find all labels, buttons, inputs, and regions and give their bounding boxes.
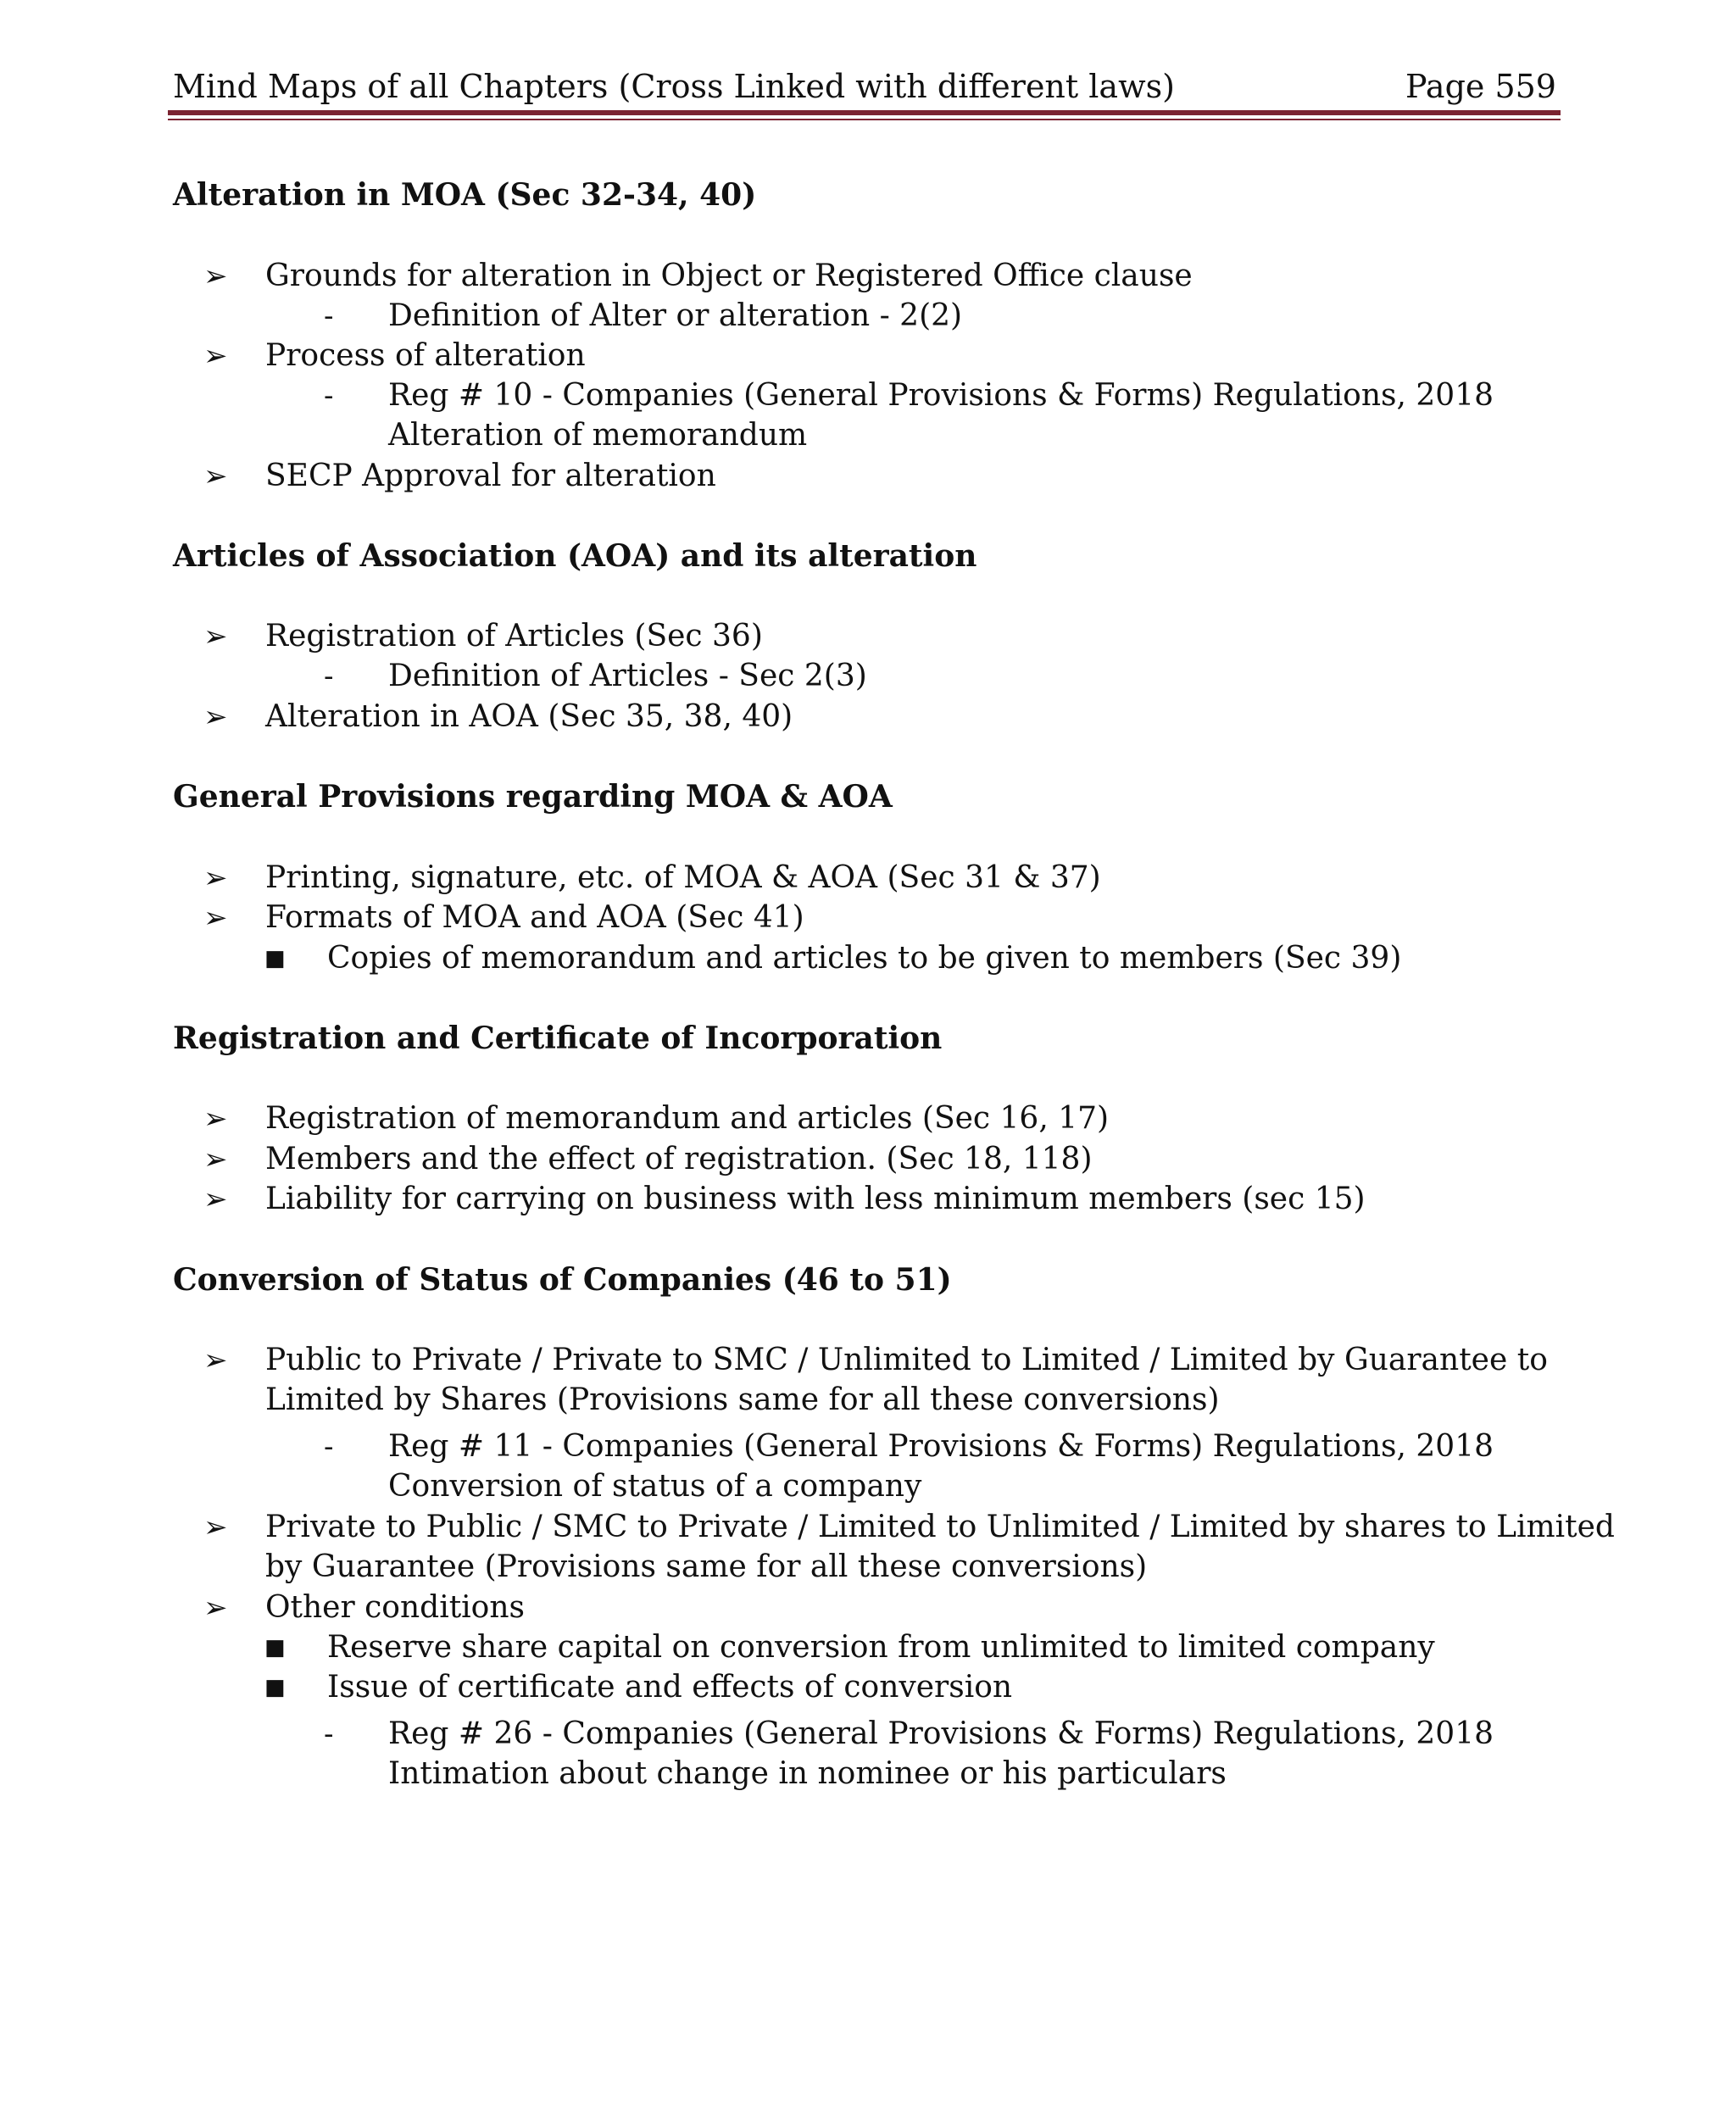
dash-bullet-icon: - <box>324 1717 334 1751</box>
section-heading: Alteration in MOA (Sec 32-34, 40) <box>173 177 757 213</box>
section-heading: Registration and Certificate of Incorporation <box>173 1021 943 1056</box>
page-number: Page 559 <box>1405 68 1556 105</box>
sub-item: Reg # 11 - Companies (General Provisions & Forms) Regulations, 2018 <box>388 1429 1494 1464</box>
arrow-bullet-icon: ➢ <box>203 1343 228 1377</box>
list-item: Public to Private / Private to SMC / Unlimited to Limited / Limited by Guarantee to <box>265 1343 1548 1377</box>
list-item: Process of alteration <box>265 338 586 373</box>
dash-bullet-icon: - <box>324 1430 334 1464</box>
document-title: Mind Maps of all Chapters (Cross Linked with different laws) <box>173 68 1175 105</box>
arrow-bullet-icon: ➢ <box>203 1182 228 1216</box>
sub-item: Copies of memorandum and articles to be given to members (Sec 39) <box>327 941 1402 976</box>
sub-item: Reserve share capital on conversion from unlimited to limited company <box>327 1630 1435 1665</box>
arrow-bullet-icon: ➢ <box>203 620 228 654</box>
list-item: Formats of MOA and AOA (Sec 41) <box>265 900 804 935</box>
list-item: Registration of Articles (Sec 36) <box>265 619 763 654</box>
sub-item: Intimation about change in nominee or his particulars <box>388 1756 1227 1791</box>
arrow-bullet-icon: ➢ <box>203 700 228 734</box>
page-header <box>173 63 1556 110</box>
sub-item: Alteration of memorandum <box>388 418 808 453</box>
list-item-continuation: Limited by Shares (Provisions same for all these conversions) <box>265 1382 1220 1417</box>
arrow-bullet-icon: ➢ <box>203 901 228 935</box>
sub-item: Issue of certificate and effects of conversion <box>327 1670 1013 1705</box>
list-item: Other conditions <box>265 1590 526 1625</box>
square-bullet-icon: ■ <box>264 1675 286 1700</box>
list-item: Private to Public / SMC to Private / Limited to Unlimited / Limited by shares to Limited <box>265 1510 1615 1544</box>
arrow-bullet-icon: ➢ <box>203 259 228 293</box>
sub-item: Reg # 26 - Companies (General Provisions & Forms) Regulations, 2018 <box>388 1716 1494 1751</box>
list-item: SECP Approval for alteration <box>265 459 716 493</box>
sub-item: Conversion of status of a company <box>388 1469 922 1504</box>
header-rule <box>168 110 1561 115</box>
arrow-bullet-icon: ➢ <box>203 339 228 373</box>
arrow-bullet-icon: ➢ <box>203 1510 228 1544</box>
sub-item: Definition of Alter or alteration - 2(2) <box>388 298 963 333</box>
square-bullet-icon: ■ <box>264 1635 286 1660</box>
header-rule-thin <box>168 119 1561 120</box>
arrow-bullet-icon: ➢ <box>203 1143 228 1176</box>
list-item: Liability for carrying on business with less minimum members (sec 15) <box>265 1182 1366 1216</box>
list-item: Alteration in AOA (Sec 35, 38, 40) <box>265 699 793 734</box>
list-item: Grounds for alteration in Object or Registered Office clause <box>265 259 1193 293</box>
list-item: Members and the effect of registration. (Sec 18, 118) <box>265 1142 1093 1176</box>
sub-item: Definition of Articles - Sec 2(3) <box>388 659 867 693</box>
dash-bullet-icon: - <box>324 379 334 413</box>
dash-bullet-icon: - <box>324 659 334 693</box>
section-heading: Articles of Association (AOA) and its alteration <box>173 538 977 574</box>
section-heading: General Provisions regarding MOA & AOA <box>173 779 893 815</box>
dash-bullet-icon: - <box>324 299 334 333</box>
arrow-bullet-icon: ➢ <box>203 861 228 895</box>
list-item-continuation: by Guarantee (Provisions same for all these conversions) <box>265 1549 1148 1584</box>
sub-item: Reg # 10 - Companies (General Provisions & Forms) Regulations, 2018 <box>388 378 1494 413</box>
list-item: Registration of memorandum and articles (Sec 16, 17) <box>265 1101 1110 1136</box>
square-bullet-icon: ■ <box>264 946 286 971</box>
arrow-bullet-icon: ➢ <box>203 1102 228 1136</box>
section-heading: Conversion of Status of Companies (46 to 51) <box>173 1262 952 1298</box>
arrow-bullet-icon: ➢ <box>203 1591 228 1625</box>
list-item: Printing, signature, etc. of MOA & AOA (Sec 31 & 37) <box>265 860 1101 895</box>
arrow-bullet-icon: ➢ <box>203 459 228 493</box>
